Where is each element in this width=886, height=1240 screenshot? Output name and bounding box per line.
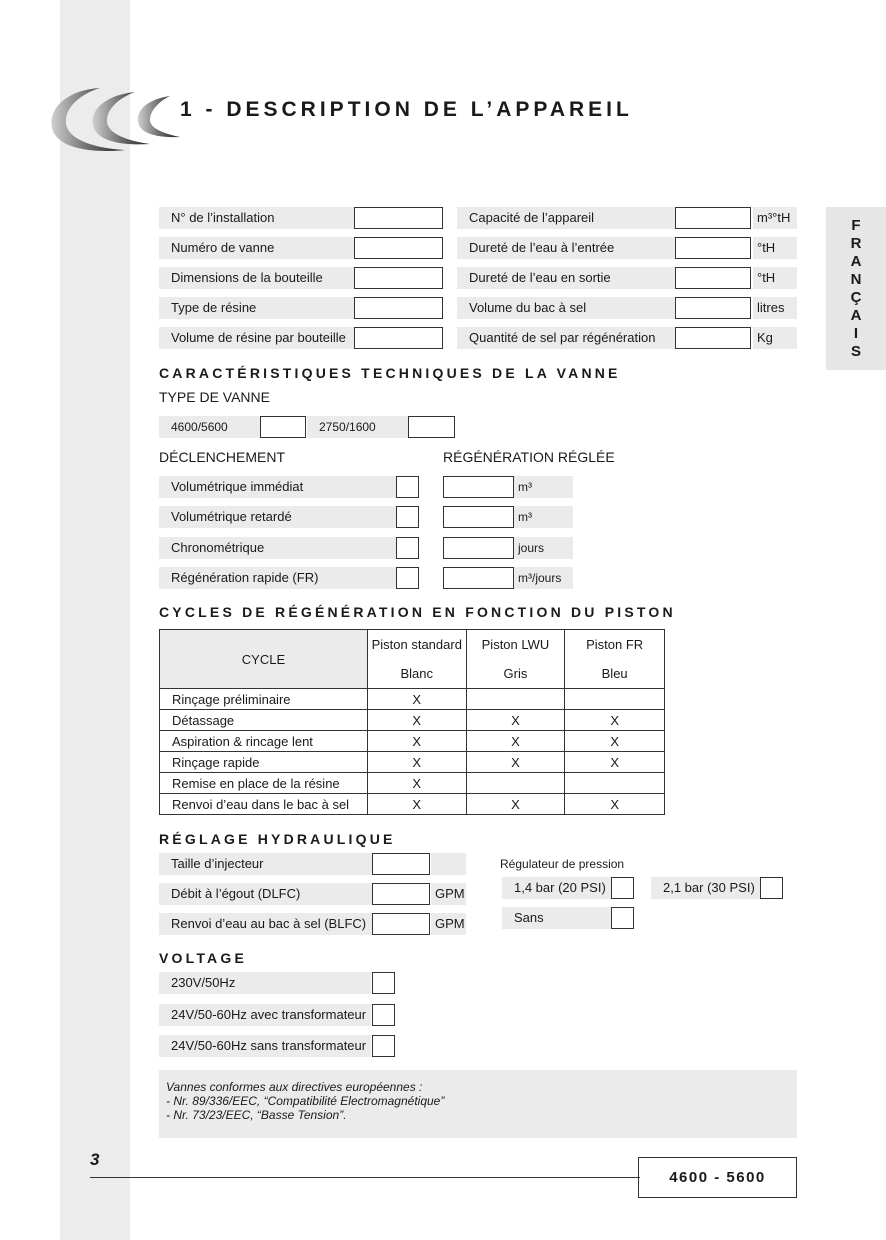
inlet-hardness-label: Dureté de l’eau à l’entrée — [457, 237, 675, 259]
dlfc-label: Débit à l’égout (DLFC) — [159, 883, 372, 905]
trigger-vol-immediate-checkbox[interactable] — [396, 476, 419, 498]
cycle-name: Aspiration & rincage lent — [160, 731, 368, 752]
table-row — [160, 689, 665, 710]
cycle-name: Détassage — [160, 710, 368, 731]
regen-fast-unit: m³/jours — [514, 567, 573, 589]
blfc-unit: GPM — [431, 913, 466, 935]
reg-21-label: 2,1 bar (30 PSI) — [651, 877, 760, 899]
note-line: - Nr. 73/23/EEC, “Basse Tension”. — [166, 1108, 347, 1122]
cycle-mark: X — [466, 752, 565, 773]
cycle-mark: X — [367, 794, 466, 815]
reg-none-label: Sans — [502, 907, 611, 929]
valve-type-2750-checkbox[interactable] — [408, 416, 455, 438]
resin-volume-field[interactable] — [354, 327, 443, 349]
regen-vol-delayed-field[interactable] — [443, 506, 514, 528]
bottle-dimensions-field[interactable] — [354, 267, 443, 289]
language-tab — [826, 207, 886, 370]
brine-tank-volume-label: Volume du bac à sel — [457, 297, 675, 319]
piston-lwu-color: Gris — [466, 658, 565, 689]
installation-number-field[interactable] — [354, 207, 443, 229]
voltage-24-with-checkbox[interactable] — [372, 1004, 395, 1026]
resin-volume-label: Volume de résine par bouteille — [159, 327, 354, 349]
capacity-field[interactable] — [675, 207, 751, 229]
page-title: 1 - DESCRIPTION DE L’APPAREIL — [180, 98, 633, 121]
cycle-mark: X — [565, 794, 665, 815]
pressure-regulator-heading: Régulateur de pression — [500, 857, 625, 871]
voltage-24-with-label: 24V/50-60Hz avec transformateur — [159, 1004, 371, 1026]
cycle-mark — [466, 689, 565, 710]
lang-letter: I — [853, 324, 859, 342]
cycle-mark: X — [367, 689, 466, 710]
outlet-hardness-label: Dureté de l’eau en sortie — [457, 267, 675, 289]
regen-fast-field[interactable] — [443, 567, 514, 589]
cycle-mark: X — [367, 773, 466, 794]
valve-type-2750-label: 2750/1600 — [307, 416, 408, 438]
salt-quantity-label: Quantité de sel par régénération — [457, 327, 675, 349]
piston-standard-header: Piston standard — [367, 630, 466, 659]
valve-number-field[interactable] — [354, 237, 443, 259]
brine-tank-volume-field[interactable] — [675, 297, 751, 319]
cycle-mark: X — [466, 794, 565, 815]
injector-size-field[interactable] — [372, 853, 430, 875]
regen-vol-delayed-unit: m³ — [514, 506, 573, 528]
cycle-mark: X — [565, 710, 665, 731]
voltage-230-checkbox[interactable] — [372, 972, 395, 994]
trigger-vol-delayed-checkbox[interactable] — [396, 506, 419, 528]
table-row — [160, 773, 665, 794]
valve-type-4600-label: 4600/5600 — [159, 416, 260, 438]
lang-letter: A — [850, 306, 862, 324]
piston-fr-header: Piston FR — [565, 630, 665, 659]
cycle-mark — [565, 773, 665, 794]
cycle-mark: X — [565, 731, 665, 752]
voltage-24-without-label: 24V/50-60Hz sans transformateur — [159, 1035, 371, 1057]
brine-tank-volume-unit: litres — [753, 297, 797, 319]
cycle-mark: X — [466, 710, 565, 731]
cycle-mark: X — [565, 752, 665, 773]
voltage-230-label: 230V/50Hz — [159, 972, 371, 994]
trigger-chrono-checkbox[interactable] — [396, 537, 419, 559]
table-row — [160, 731, 665, 752]
cycle-header: CYCLE — [160, 630, 368, 689]
trigger-fast-regen-checkbox[interactable] — [396, 567, 419, 589]
injector-size-label: Taille d’injecteur — [159, 853, 372, 875]
table-row — [160, 794, 665, 815]
resin-type-field[interactable] — [354, 297, 443, 319]
note-line: - Nr. 89/336/EEC, “Compatibilité Electromagnétique” — [166, 1094, 445, 1108]
salt-quantity-unit: Kg — [753, 327, 797, 349]
piston-fr-color: Bleu — [565, 658, 665, 689]
reg-14-label: 1,4 bar (20 PSI) — [502, 877, 611, 899]
inlet-hardness-field[interactable] — [675, 237, 751, 259]
voltage-24-without-checkbox[interactable] — [372, 1035, 395, 1057]
dlfc-field[interactable] — [372, 883, 430, 905]
regen-heading: RÉGÉNÉRATION RÉGLÉE — [443, 449, 615, 465]
regen-vol-immediate-field[interactable] — [443, 476, 514, 498]
trigger-vol-delayed-label: Volumétrique retardé — [159, 506, 396, 528]
lang-letter: R — [850, 234, 862, 252]
compliance-note — [159, 1070, 797, 1138]
cycle-name: Renvoi d’eau dans le bac à sel — [160, 794, 368, 815]
cycle-mark: X — [367, 752, 466, 773]
trigger-fast-regen-label: Régénération rapide (FR) — [159, 567, 396, 589]
cycle-mark: X — [367, 731, 466, 752]
cycle-name: Rinçage préliminaire — [160, 689, 368, 710]
outlet-hardness-field[interactable] — [675, 267, 751, 289]
voltage-section-heading: VOLTAGE — [159, 950, 247, 966]
lang-letter: F — [851, 216, 861, 234]
hydraulic-section-heading: RÉGLAGE HYDRAULIQUE — [159, 831, 396, 847]
valve-number-label: Numéro de vanne — [159, 237, 354, 259]
inlet-hardness-unit: °tH — [753, 237, 797, 259]
table-row — [160, 752, 665, 773]
page-number: 3 — [90, 1150, 100, 1169]
footer-rule — [90, 1177, 640, 1178]
salt-quantity-field[interactable] — [675, 327, 751, 349]
lang-letter: Ç — [850, 288, 862, 306]
regen-chrono-field[interactable] — [443, 537, 514, 559]
dlfc-unit: GPM — [431, 883, 466, 905]
outlet-hardness-unit: °tH — [753, 267, 797, 289]
blfc-field[interactable] — [372, 913, 430, 935]
bottle-dimensions-label: Dimensions de la bouteille — [159, 267, 354, 289]
piston-standard-color: Blanc — [367, 658, 466, 689]
trigger-chrono-label: Chronométrique — [159, 537, 396, 559]
reg-none-checkbox[interactable] — [611, 907, 634, 929]
trigger-vol-immediate-label: Volumétrique immédiat — [159, 476, 396, 498]
cycle-mark: X — [466, 731, 565, 752]
cycle-mark — [466, 773, 565, 794]
cycle-mark — [565, 689, 665, 710]
model-badge: 4600 - 5600 — [638, 1157, 797, 1198]
valve-type-4600-checkbox[interactable] — [260, 416, 306, 438]
tech-section-heading: CARACTÉRISTIQUES TECHNIQUES DE LA VANNE — [159, 365, 621, 381]
lang-letter: A — [850, 252, 862, 270]
lang-letter: N — [850, 270, 862, 288]
lang-letter: S — [850, 342, 861, 360]
cycle-mark: X — [367, 710, 466, 731]
left-margin-band — [60, 0, 130, 1240]
piston-lwu-header: Piston LWU — [466, 630, 565, 659]
table-header-row — [160, 630, 665, 659]
cycles-section-heading: CYCLES DE RÉGÉNÉRATION EN FONCTION DU PISTON — [159, 604, 676, 620]
installation-number-label: N° de l’installation — [159, 207, 354, 229]
capacity-unit: m³°tH — [753, 207, 797, 229]
resin-type-label: Type de résine — [159, 297, 354, 319]
cycle-name: Remise en place de la résine — [160, 773, 368, 794]
injector-unit-cell — [431, 853, 466, 875]
capacity-label: Capacité de l’appareil — [457, 207, 675, 229]
valve-type-heading: TYPE DE VANNE — [159, 389, 270, 405]
cycles-table — [159, 629, 665, 815]
reg-14-checkbox[interactable] — [611, 877, 634, 899]
note-line: Vannes conformes aux directives européennes : — [166, 1080, 423, 1094]
reg-21-checkbox[interactable] — [760, 877, 783, 899]
regen-chrono-unit: jours — [514, 537, 573, 559]
table-row — [160, 710, 665, 731]
trigger-heading: DÉCLENCHEMENT — [159, 449, 286, 465]
regen-vol-immediate-unit: m³ — [514, 476, 573, 498]
blfc-label: Renvoi d’eau au bac à sel (BLFC) — [159, 913, 372, 935]
cycle-name: Rinçage rapide — [160, 752, 368, 773]
